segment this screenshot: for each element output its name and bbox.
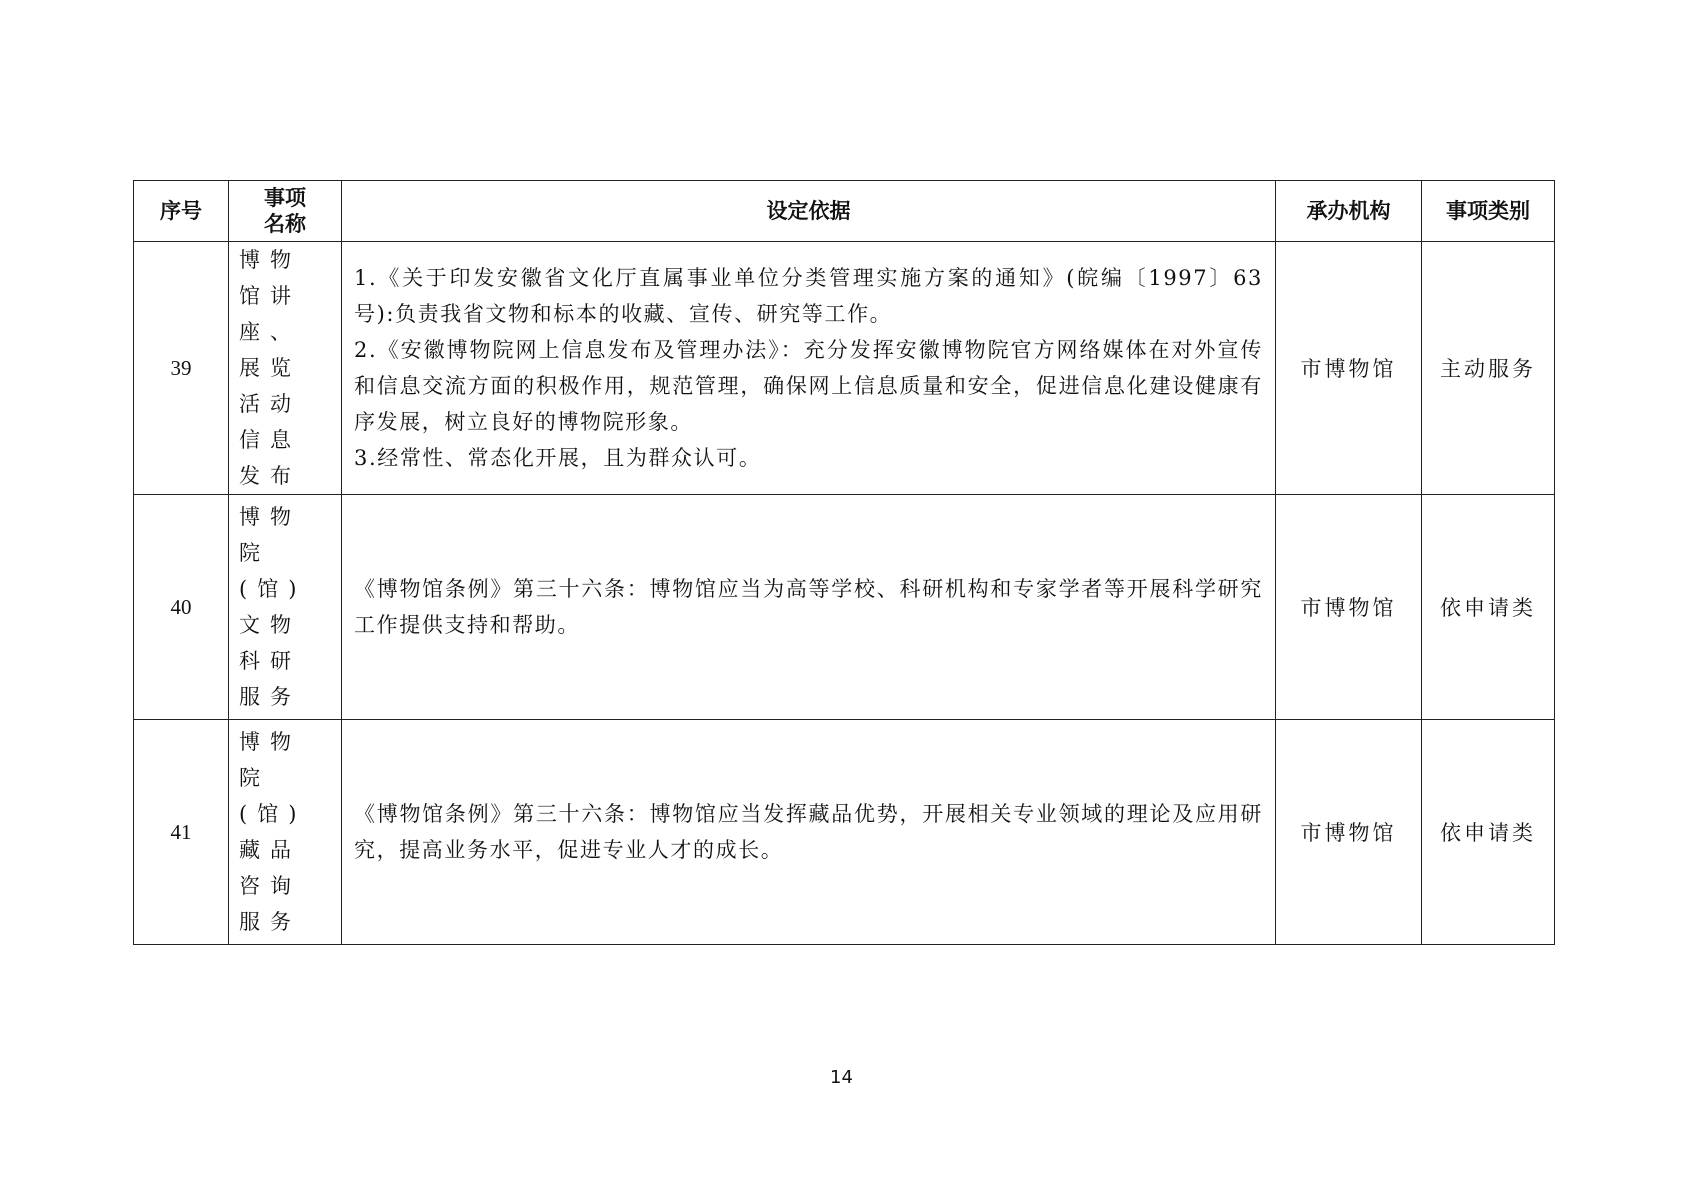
row-type: 主动服务 [1422,242,1555,495]
row-item-name: 博物院(馆)文物科研服务 [229,495,342,720]
table-row [134,495,1555,720]
header-type: 事项类别 [1422,181,1555,242]
row-basis [342,495,1276,720]
basis-paragraph: 1.《关于印发安徽省文化厅直属事业单位分类管理实施方案的通知》(皖编〔1997〕63号):负责我省文物和标本的收藏、宣传、研究等工作。 [354,266,1263,326]
table-header-row [134,181,1555,242]
row-org: 市博物馆 [1276,720,1422,945]
page-number: 14 [830,1067,853,1088]
service-items-table [133,180,1555,945]
row-item-name: 博物院(馆)藏品咨询服务 [229,720,342,945]
row-type: 依申请类 [1422,720,1555,945]
row-type: 依申请类 [1422,495,1555,720]
row-basis [342,720,1276,945]
basis-paragraph: 3.经常性、常态化开展，且为群众认可。 [354,446,762,470]
row-seq: 41 [134,720,229,945]
row-item-name: 博物馆讲座、展览活动信息发布 [229,242,342,495]
basis-paragraph: 《博物馆条例》第三十六条：博物馆应当为高等学校、科研机构和专家学者等开展科学研究工作提供支持和帮助。 [354,577,1263,637]
header-org: 承办机构 [1276,181,1422,242]
basis-paragraph: 2.《安徽博物院网上信息发布及管理办法》：充分发挥安徽博物院官方网络媒体在对外宣传和信息交流方面的积极作用，规范管理，确保网上信息质量和安全，促进信息化建设健康有序发展，树立良好的博物院形象。 [354,338,1263,434]
header-name-line1: 事项 [264,186,306,210]
header-name-line2: 名称 [264,212,306,236]
row-seq: 39 [134,242,229,495]
row-org: 市博物馆 [1276,495,1422,720]
row-seq: 40 [134,495,229,720]
header-seq: 序号 [134,181,229,242]
table-row [134,242,1555,495]
basis-paragraph: 《博物馆条例》第三十六条：博物馆应当发挥藏品优势，开展相关专业领域的理论及应用研究，提高业务水平，促进专业人才的成长。 [354,802,1263,862]
row-basis [342,242,1276,495]
table-row [134,720,1555,945]
header-name [229,181,342,242]
header-basis: 设定依据 [342,181,1276,242]
row-org: 市博物馆 [1276,242,1422,495]
